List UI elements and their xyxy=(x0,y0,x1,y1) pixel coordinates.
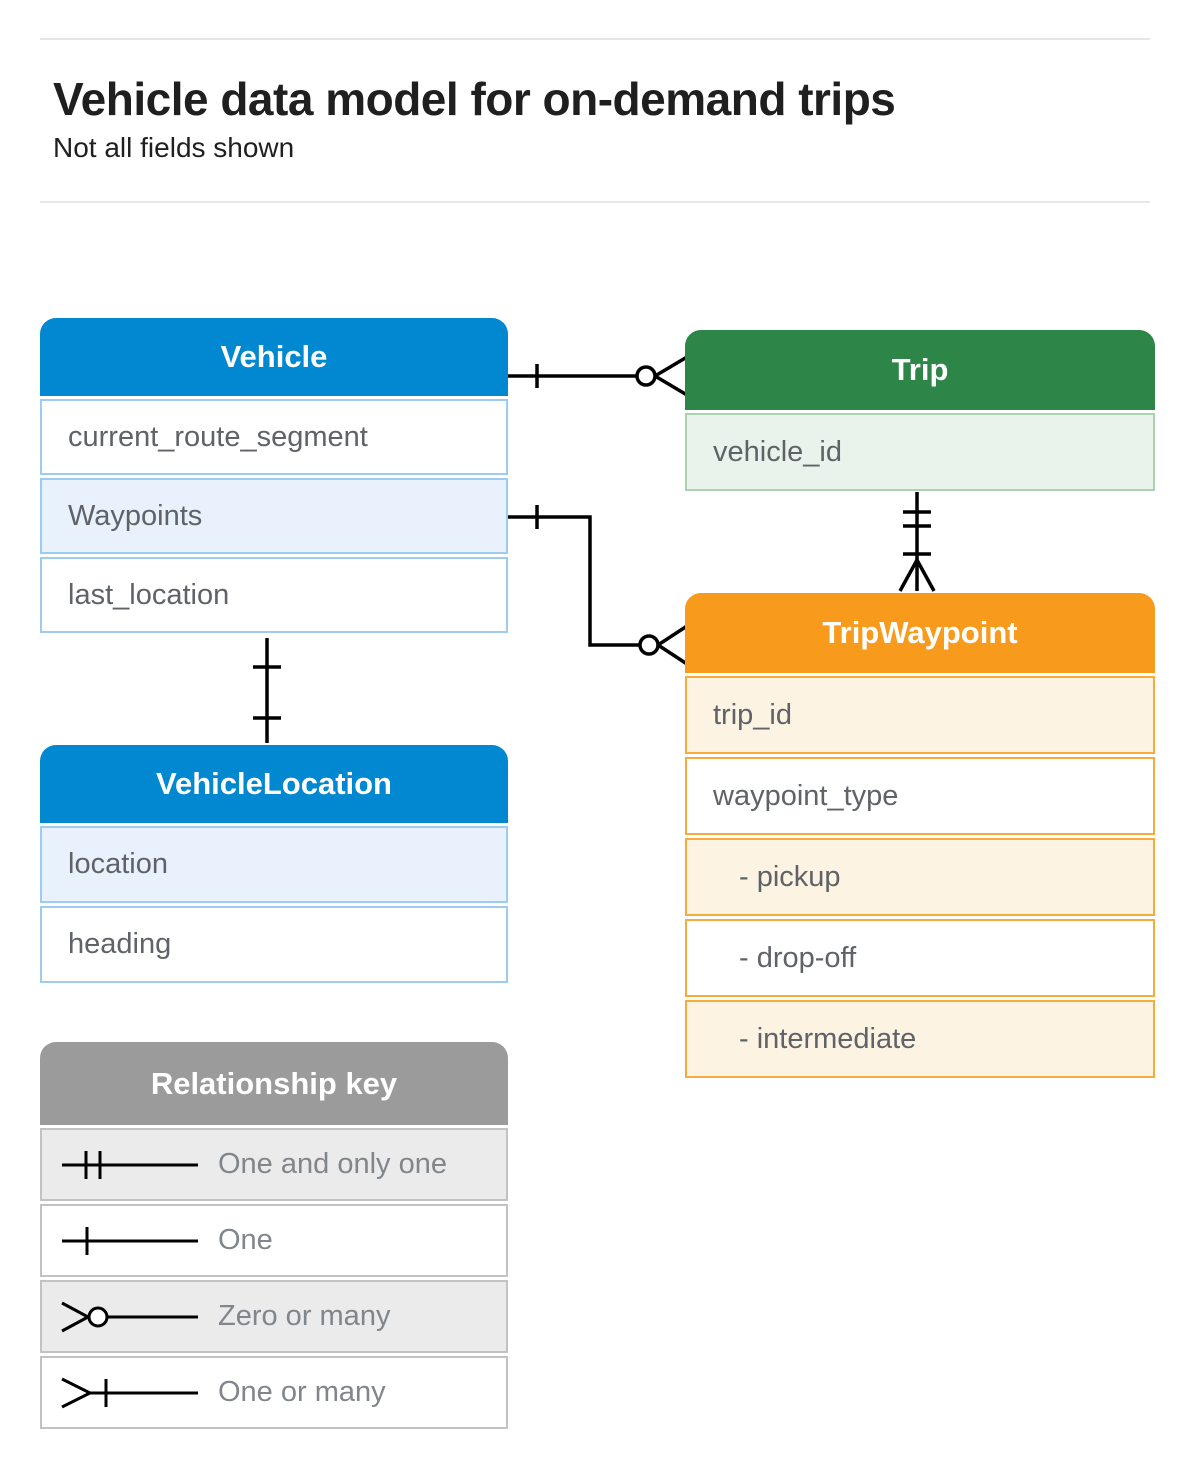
legend-label: One and only one xyxy=(218,1148,447,1180)
field-row xyxy=(40,906,508,983)
field-row xyxy=(40,399,508,475)
legend-label: Zero or many xyxy=(218,1300,391,1332)
page-subtitle: Not all fields shown xyxy=(53,132,295,163)
connector-waypoints-tripwaypoint xyxy=(508,505,687,664)
top-divider xyxy=(40,38,1150,40)
field-label: - pickup xyxy=(739,860,841,893)
one-icon xyxy=(60,1221,200,1261)
field-row xyxy=(685,413,1155,491)
field-row xyxy=(685,919,1155,997)
entity-trip-title: Trip xyxy=(685,330,1155,410)
legend-row xyxy=(40,1128,508,1201)
field-label: waypoint_type xyxy=(713,779,899,812)
field-label: vehicle_id xyxy=(713,435,842,468)
field-label: location xyxy=(68,848,168,880)
field-row xyxy=(685,676,1155,754)
relationship-key xyxy=(40,1042,508,1429)
field-label: Waypoints xyxy=(68,499,203,532)
field-row xyxy=(685,1000,1155,1078)
subtitle-divider xyxy=(40,201,1150,203)
field-label: trip_id xyxy=(713,698,792,731)
field-label: - intermediate xyxy=(739,1022,917,1055)
connector-vehicle-vehiclelocation xyxy=(253,638,281,743)
entity-vehicle xyxy=(40,318,508,633)
entity-vehicle-title: Vehicle xyxy=(40,318,508,396)
zero-or-many-icon xyxy=(60,1297,200,1337)
field-row xyxy=(40,478,508,554)
field-label: current_route_segment xyxy=(68,420,368,453)
legend-label: One or many xyxy=(218,1376,386,1408)
relationship-key-title: Relationship key xyxy=(40,1042,508,1125)
legend-row xyxy=(40,1356,508,1429)
legend-row xyxy=(40,1280,508,1353)
field-label: last_location xyxy=(68,578,230,611)
page-title: Vehicle data model for on-demand trips xyxy=(53,73,896,125)
field-label: - drop-off xyxy=(739,941,857,974)
field-row xyxy=(40,557,508,633)
one-or-many-icon xyxy=(60,1373,200,1413)
connector-vehicle-trip xyxy=(508,357,687,395)
entity-trip xyxy=(685,330,1155,491)
field-row xyxy=(685,838,1155,916)
entity-tripwaypoint xyxy=(685,593,1155,1078)
field-row xyxy=(40,826,508,903)
legend-row xyxy=(40,1204,508,1277)
entity-vehiclelocation xyxy=(40,745,508,983)
field-label: heading xyxy=(68,928,172,960)
field-row xyxy=(685,757,1155,835)
one-and-only-one-icon xyxy=(60,1145,200,1185)
entity-vehiclelocation-title: VehicleLocation xyxy=(40,745,508,823)
legend-label: One xyxy=(218,1224,273,1256)
entity-tripwaypoint-title: TripWaypoint xyxy=(685,593,1155,673)
connector-trip-tripwaypoint xyxy=(900,492,934,591)
